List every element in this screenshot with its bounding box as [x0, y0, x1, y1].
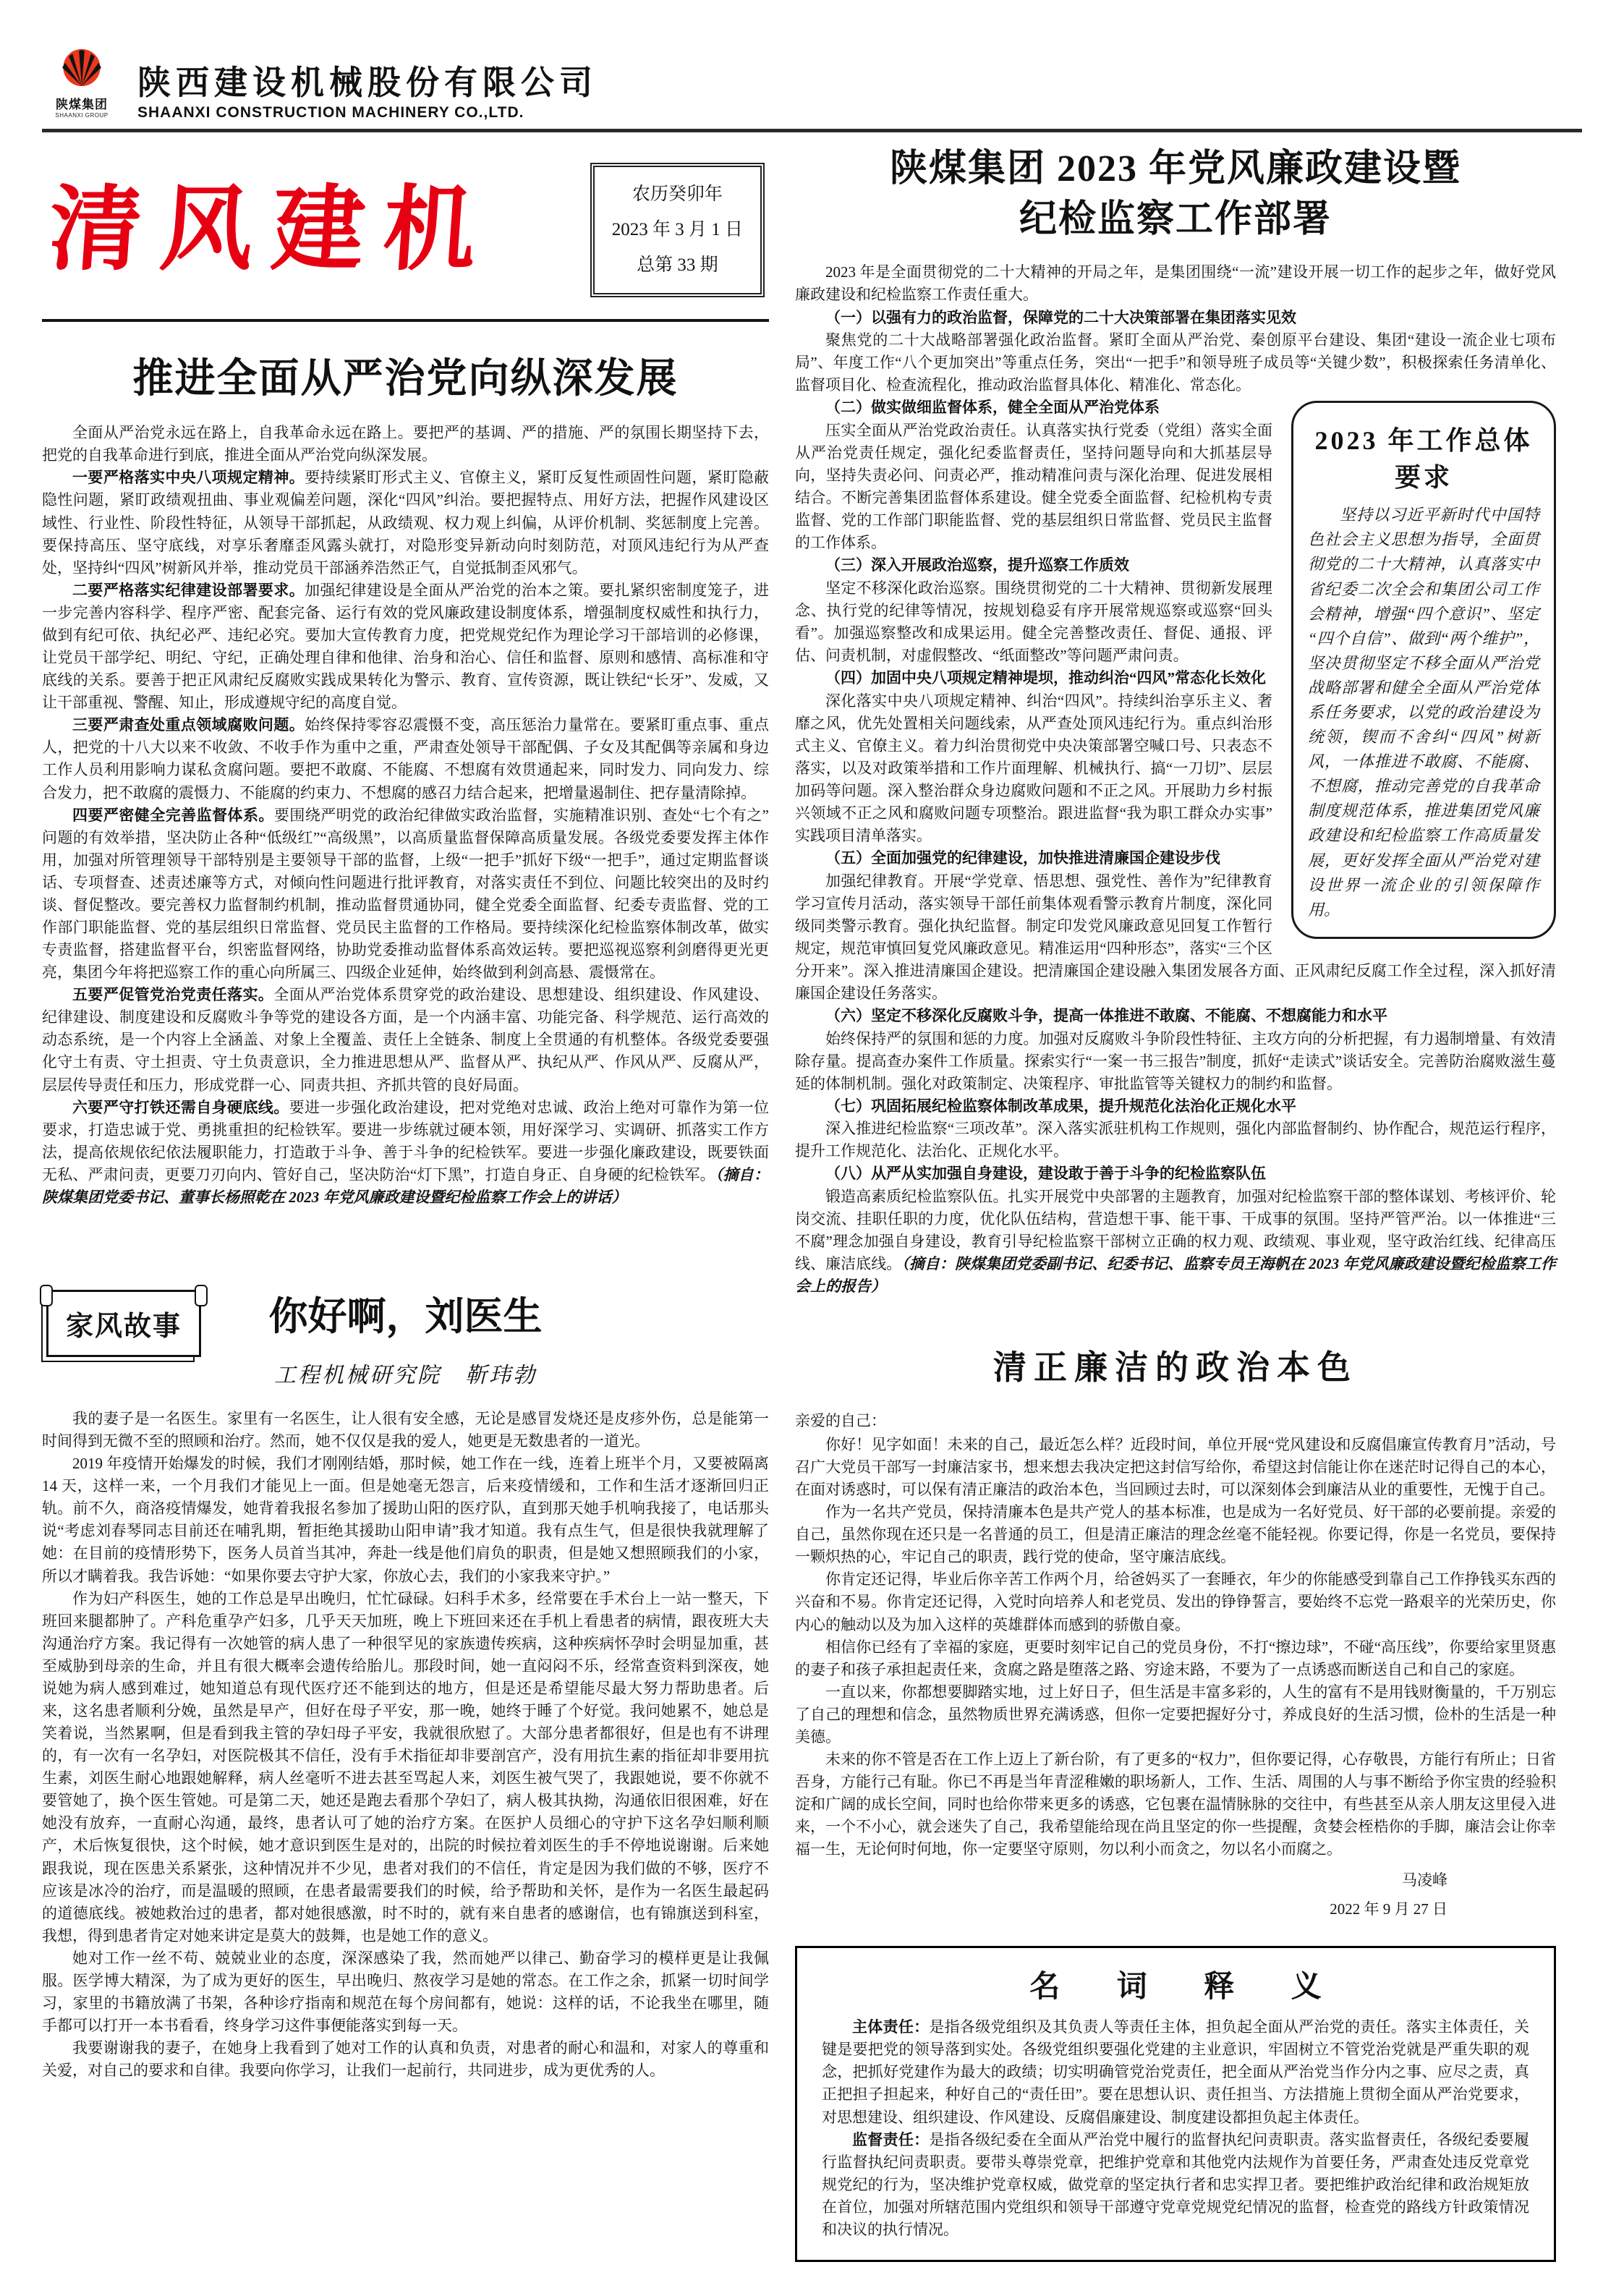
paragraph: 聚焦党的二十大战略部署强化政治监督。紧盯全面从严治党、秦创原平台建设、集团“建设一流企业七项布局”、年度工作“八个更加突出”等重点任务，突出“一把手”和领导班子成员等“关键少数”，积极探索任务清单化、监督项目化、检查流程化，推动政治监督具体化、精准化、常态化。	[795, 331, 1556, 394]
paragraph-lead: 三要严肃查处重点领域腐败问题。	[72, 716, 305, 734]
paragraph-lead: 二要严格落实纪律建设部署要求。	[72, 581, 305, 599]
paragraph-lead: 五要严促管党治党责任落实。	[72, 986, 274, 1004]
letter-signature	[795, 1866, 1556, 1924]
paragraph: 加强纪律教育。开展“学党章、悟思想、强党性、善作为”纪律教育学习宣传月活动，落实领导干部任前集体观看警示教育片制度，深化同级同类警示教育。强化执纪监督。制定印发党风廉政意见回复工作暂行规定，规范审慎回复党风廉政意见。精准运用“四种形态”，落实“三个区分开来”。深入推进清廉国企建设。把清廉国企建设融入集团发展各方面、正风肃纪反腐工作全过程，深入抓好清廉国企建设任务落实。	[795, 872, 1556, 1002]
issue-box	[590, 163, 765, 297]
paragraph: 她对工作一丝不苟、兢兢业业的态度，深深感染了我，然而她严以律己、勤奋学习的模样更是让我佩服。医学博大精深，为了成为更好的医生，早出晚归、熬夜学习是她的常态。在工作之余，抓紧一切时间学习，家里的书籍放满了书架，各种诊疗指南和规范在每个房间都有，她说：这样的话，不论我坐在哪里，随手都可以打开一本书看看，终身学习这件事便能落实到每一天。	[42, 1949, 769, 2035]
company-logo	[42, 46, 122, 119]
paragraph-text: 要进一步强化政治建设，把对党绝对忠诚、政治上绝对可靠作为第一位要求，打造忠诚于党、勇挑重担的纪检铁军。要进一步练就过硬本领，用好深学习、实调研、抓落实工作方法，提高依规依纪依法履职能力，打造敢于斗争、善于斗争的纪检铁军。要进一步强化廉政建设，既要铁面无私、严肃问责，更要刀刃向内、管好自己，坚决防治“灯下黑”，打造自身正、自身硬的纪检铁军。	[42, 1098, 770, 1183]
shaanxi-coal-logo-icon	[59, 46, 105, 93]
paragraph: 一直以来，你都想要脚踏实地，过上好日子，但生活是丰富多彩的，人生的富有不是用钱财衡量的，千万别忘了自己的理想和信念，虽然物质世界充满诱惑，但你一定要把握好分寸，养成良好的生活习惯，俭朴的生活是一种美德。	[795, 1683, 1556, 1746]
section-heading: （三）深入开展政治巡察，提升巡察工作质效	[825, 556, 1129, 574]
article-attribution: （摘自：陕煤集团党委书记、董事长杨照乾在 2023 年党风廉政建设暨纪检监察工作会上的讲话）	[42, 1165, 770, 1206]
paragraph: 深入推进纪检监察“三项改革”。深入落实派驻机构工作规则，强化内部监督制约、协作配合，规范运行程序，提升工作规范化、法治化、正规化水平。	[795, 1120, 1556, 1160]
section-heading: （一）以强有力的政治监督，保障党的二十大决策部署在集团落实见效	[825, 308, 1296, 326]
glossary-term: 监督责任：	[852, 2130, 930, 2148]
paragraph-lead: 四要严密健全完善监督体系。	[72, 806, 274, 824]
article-title: 推进全面从严治党向纵深发展	[132, 357, 679, 402]
paragraph-text: 全面从严治党体系贯穿党的政治建设、思想建设、组织建设、作风建设、纪律建设、制度建设和反腐败斗争等党的建设各方面，是一个内涵丰富、功能完备、科学规范、运行高效的动态系统，是一个内容上全涵盖、对象上全覆盖、责任上全链条、制度上全贯通的有机整体。各级党委要强化守土有责、守土担责、守土负责意识，全力推进思想从严、监督从严、执纪从严、作风从严、反腐从严，层层传导责任和压力，形成党群一心、同责共担、齐抓共管的良好局面。	[42, 986, 770, 1094]
article-party-discipline	[42, 346, 769, 1209]
article-title-line2: 纪检监察工作部署	[1019, 199, 1332, 241]
issue-number: 总第 33 期	[637, 255, 718, 275]
article-title: 清正廉洁的政治本色	[993, 1349, 1358, 1387]
article-family-story	[42, 1278, 769, 2082]
glossary-entry	[822, 2016, 1529, 2128]
article-attribution: （摘自：陕煤集团党委副书记、纪委书记、监察专员王海帆在 2023 年党风廉政建设暨纪检监察工作会上的报告）	[795, 1255, 1557, 1296]
overall-requirements-box	[1291, 401, 1556, 939]
paragraph: 相信你已经有了幸福的家庭，更要时刻牢记自己的党员身份，不打“擦边球”，不碰“高压线”，你要给家里贤惠的妻子和孩子承担起责任来，贪腐之路是堕落之路、穷途末路，不要为了一点诱惑而断送自己和自己的家庭。	[795, 1638, 1556, 1678]
letter-salutation: 亲爱的自己：	[795, 1412, 886, 1430]
paragraph	[42, 579, 769, 714]
paragraph-lead: 六要严守打铁还需自身硬底线。	[72, 1098, 289, 1116]
paragraph: 我要谢谢我的妻子，在她身上我看到了她对工作的认真和负责，对患者的耐心和温和，对家人的尊重和关爱，对自己的要求和自律。我要向你学习，让我们一起前行，共同进步，成为更优秀的人。	[42, 2039, 769, 2080]
logo-caption-cn: 陕煤集团	[56, 98, 108, 111]
paragraph: 2023 年是全面贯彻党的二十大精神的开局之年，是集团围绕“一流”建设开展一切工作的起步之年，做好党风廉政建设和纪检监察工作责任重大。	[795, 263, 1556, 304]
masthead-title: 清风建机	[46, 179, 498, 282]
glossary-title: 名 词 释 义	[1029, 1970, 1346, 2004]
paragraph: 作为妇产科医生，她的工作总是早出晚归，忙忙碌碌。妇科手术多，经常要在手术台上一站一整天，下班回来腿都肿了。产科危重孕产妇多，几乎天天加班，晚上下班回来还在手机上看患者的病情，跟夜班大夫沟通治疗方案。我记得有一次她管的病人患了一种很罕见的家族遗传疾病，这种疾病怀孕时会明显加重，甚至威胁到母亲的生命，并且有很大概率会遗传给胎儿。那段时间，她一直闷闷不乐，经常查资料到深夜，她说她为病人感到难过，她知道总有现代医疗还不能到达的地方，但是还是希望能尽最大努力帮助患者。后来，这名患者顺利分娩，虽然是早产，但好在母子平安，那一晚，她终于睡了个好觉。我问她累不，她总是笑着说，当然累啊，但是看到我主管的孕妇母子平安，我就很欣慰了。大部分患者都很好，但是也有不讲理的，有一次有一名孕妇，对医院极其不信任，没有手术指征却非要剖宫产，没有用抗生素的指征却非要用抗生素，刘医生耐心地跟她解释，病人丝毫听不进去甚至骂起人来，刘医生被气哭了，我跟她说，要不你就不要管她了，换个医生管她。可是第二天，她还是跑去看那个孕妇了，病人极其执拗，沟通依旧很困难，好在她没有放弃，一直耐心沟通，最终，患者认可了她的治疗方案。在医护人员细心的守护下这名孕妇顺利顺产，术后恢复很快，这个时候，她才意识到医生是对的，出院的时候拉着刘医生的手不停地说谢谢。后来她跟我说，现在医患关系紧张，这种情况并不少见，患者对我们的不信任，肯定是因为我们做的不够，医疗不应该是冰冷的治疗，而是温暖的照顾，在患者最需要我们的时候，给予帮助和关怀，是作为一名医生最起码的道德底线。被她救治过的患者，都对她很感激，时不时的，就有来自患者的感谢信，也有锦旗送到科室，我想，得到患者肯定对她来讲定是莫大的鼓舞，也是她工作的意义。	[42, 1589, 769, 1944]
paragraph: 2019 年疫情开始爆发的时候，我们才刚刚结婚，那时候，她工作在一线，连着上班半个月，又要被隔离 14 天，这样一来，一个月我们才能见上一面。但是她毫无怨言，后来疫情缓和，工作和生活才逐渐回归正轨。前不久，商洛疫情爆发，她背着我报名参加了援助山阳的医疗队，直到那天她手机响我接了，电话那头说“考虑刘春琴同志目前还在哺乳期，暂拒绝其援助山阳申请”我才知道。我有点生气，但是很快我就理解了她：在目前的疫情形势下，医务人员首当其冲，奔赴一线是他们肩负的职责，但是她又想照顾我们的小家，所以才瞒着我。我告诉她：“如果你要去守护大家，你放心去，我们的小家我来守护。”	[42, 1455, 769, 1585]
signature-name: 马凌峰	[1402, 1871, 1447, 1889]
glossary-definition: 是指各级党组织及其负责人等责任主体，担负起全面从严治党的责任。落实主体责任，关键是要把党的领导落到实处。各级党组织要强化党建的主业意识，牢固树立不管党治党就是严重失职的观念，把抓好党建作为最大的政绩；切实明确管党治党责任，把全面从严治党当作分内之事、应尽之责，真正把担子担起来，种好自己的“责任田”。要在思想认识、责任担当、方法措施上贯彻全面从严治党要求，对思想建设、组织建设、作风建设、反腐倡廉建设、制度建设都担负起主体责任。	[822, 2018, 1530, 2126]
glossary-box	[795, 1946, 1556, 2262]
scroll-banner	[46, 1290, 201, 1357]
glossary-term: 主体责任：	[852, 2018, 930, 2036]
requirements-box-body: 坚持以习近平新时代中国特色社会主义思想为指导，全面贯彻党的二十大精神，认真落实中省纪委二次全会和集团公司工作会精神，增强“四个意识”、坚定“四个自信”、做到“两个维护”，坚决贯彻坚定不移全面从严治党战略部署和健全全面从严治党体系任务要求，以党的政治建设为统领，锲而不舍纠“四风”树新风，一体推进不敢腐、不能腐、不想腐，推动完善党的自我革命制度规范体系，推进集团党风廉政建设和纪检监察工作高质量发展，更好发挥全面从严治党对建设世界一流企业的引领保障作用。	[1308, 506, 1539, 919]
issue-lunar-date: 农历癸卯年	[632, 184, 723, 204]
section-heading: （四）加固中央八项规定精神堤坝，推动纠治“四风”常态化长效化	[825, 669, 1266, 687]
paragraph: 你好！见字如面！未来的自己，最近怎么样？近段时间，单位开展“党风建设和反腐倡廉宣传教育月”活动，号召广大党员干部写一封廉洁家书，想来想去我决定把这封信写给你，希望这封信能让你在迷茫时记得自己的本心，在面对诱惑时，可以保有清正廉洁的政治本色，当回顾过去时，可以深刻体会到廉洁从业的重要性，无愧于自己。	[795, 1435, 1556, 1499]
paragraph	[42, 804, 769, 985]
issue-date: 2023 年 3 月 1 日	[611, 219, 743, 239]
glossary-entry	[822, 2129, 1529, 2241]
paragraph: 我的妻子是一名医生。家里有一名医生，让人很有安全感，无论是感冒发烧还是皮疹外伤，总是能第一时间得到无微不至的照顾和治疗。然而，她不仅仅是我的爱人，她更是无数患者的一道光。	[42, 1409, 769, 1450]
signature-date: 2022 年 9 月 27 日	[1330, 1900, 1447, 1918]
paragraph: 作为一名共产党员，保持清廉本色是共产党人的基本标准，也是成为一名好党员、好干部的必要前提。亲爱的自己，虽然你现在还只是一名普通的员工，但是清正廉洁的理念丝毫不能轻视。你要记得，你是一名党员，要保持一颗炽热的心，牢记自己的职责，践行党的使命，坚守廉洁底线。	[795, 1503, 1556, 1566]
paragraph: 坚定不移深化政治巡察。围绕贯彻党的二十大精神、贯彻新发展理念、执行党的纪律等情况，按规划稳妥有序开展常规巡察或巡察“回头看”。加强巡察整改和成果运用。健全完善整改责任、督促、通报、评估、问责机制，对虚假整改、“纸面整改”等问题严肃问责。	[795, 579, 1272, 664]
article-title-line1: 陕煤集团 2023 年党风廉政建设暨	[889, 148, 1461, 190]
article-work-deployment	[795, 144, 1556, 1298]
paragraph-lead: 一要严格落实中央八项规定精神。	[72, 469, 305, 487]
paragraph-text: 加强纪律建设是全面从严治党的治本之策。要扎紧织密制度笼子，进一步完善内容科学、程序严密、配套完备、运行有效的党风廉政建设制度体系，增强制度权威性和执行力，做到有纪可依、执纪必严、违纪必究。要加大宣传教育力度，把党规党纪作为理论学习干部培训的必修课，让党员干部学纪、明纪、守纪，正确处理自律和他律、治身和治心、信任和监督、原则和感情、高标准和守底线的关系。要善于把正风肃纪反腐败实践成果转化为警示、教育、宣传资源，既让铁纪“长牙”、发威，又让干部重视、警醒、知止，形成遵规守纪的高度自觉。	[42, 581, 770, 712]
company-names	[137, 46, 598, 122]
family-story-header	[42, 1278, 769, 1389]
section-heading: （五）全面加强党的纪律建设，加快推进清廉国企建设步伐	[825, 849, 1220, 867]
section-heading: （二）做实做细监督体系，健全全面从严治党体系	[825, 399, 1160, 417]
main-columns	[42, 137, 1582, 2262]
section-heading: （六）坚定不移深化反腐败斗争，提高一体推进不敢腐、不能腐、不想腐能力和水平	[825, 1007, 1387, 1025]
article-integrity-letter	[795, 1341, 1556, 1924]
paragraph	[42, 1097, 769, 1209]
company-name-en: SHAANXI CONSTRUCTION MACHINERY CO.,LTD.	[137, 104, 524, 121]
paragraph-text: 全面从严治党永远在路上，自我革命永远在路上。要把严的基调、严的措施、严的氛围长期坚持下去，把党的自我革命进行到底，推进全面从严治党向纵深发展。	[42, 424, 769, 464]
page-header	[42, 46, 1582, 132]
paragraph: 深化落实中央八项规定精神、纠治“四风”。持续纠治享乐主义、奢靡之风，优先处置相关问题线索，从严查处顶风违纪行为。重点纠治形式主义、官僚主义。着力纠治贯彻党中央决策部署空喊口号、只表态不落实，以及对政策举措和工作片面理解、机械执行、搞“一刀切”、层层加码等问题。深入整治群众身边腐败问题和不正之风。开展助力乡村振兴领域不正之风和腐败问题专项整治。跟进监督“我为职工群众办实事”实践项目清单落实。	[795, 692, 1272, 845]
paragraph	[42, 714, 769, 804]
paragraph: 你肯定还记得，毕业后你辛苦工作两个月，给爸妈买了一套睡衣，年少的你能感受到靠自己工作挣钱买东西的兴奋和不易。你肯定还记得，入党时向培养人和老党员、发出的铮铮誓言，要始终不忘党一路艰辛的光荣历史，你内心的触动以及为加入这样的英雄群体而感到的骄傲自豪。	[795, 1570, 1556, 1633]
paragraph-text: 要持续紧盯形式主义、官僚主义，紧盯反复性顽固性问题，紧盯隐蔽隐性问题，紧盯政绩观扭曲、事业观偏差问题，深化“四风”纠治。要把握特点、用好方法，把握作风建设区域性、行业性、阶段性特征，从领导干部抓起，从政绩观、权力观上纠偏，从评价机制、奖惩制度上完善。要保持高压、坚守底线，对享乐奢靡歪风露头就打，对隐形变异新动向时刻防范，对顶风违纪行为从严查处，坚持纠“四风”树新风并举，推动党员干部涵养浩然正气，自觉抵制歪风邪气。	[42, 469, 770, 577]
paragraph: 始终保持严的氛围和惩的力度。加强对反腐败斗争阶段性特征、主攻方向的分析把握，有力遏制增量、有效清除存量。提高查办案件工作质量。探索实行“一案一书三报告”制度，抓好“走读式”谈话安全。完善防治腐败滋生蔓延的体制机制。强化对政策制定、决策程序、审批监管等关键权力的制约和监督。	[795, 1029, 1556, 1092]
paragraph-text: 锻造高素质纪检监察队伍。扎实开展党中央部署的主题教育，加强对纪检监察干部的整体谋划、考核评价、轮岗交流、挂职任职的力度，优化队伍结构，营造想干事、能干事、干成事的氛围。坚持严管严治。以一体推进“三不腐”理念加强自身建设，教育引导纪检监察干部树立正确的权力观、政绩观、事业观，坚守政治红线、纪律高压线、廉洁底线。	[795, 1187, 1556, 1273]
right-column	[795, 137, 1556, 2262]
paragraph-text: 始终保持零容忍震慑不变，高压惩治力量常在。要紧盯重点事、重点人，把党的十八大以来不收敛、不收手作为重中之重，严肃查处领导干部配偶、子女及其配偶等亲属和身边工作人员利用影响力谋私贪腐问题。要把不敢腐、不能腐、不想腐有效贯通起来，同时发力、同向发力、综合发力，把不敢腐的震慑力、不能腐的约束力、不想腐的感召力结合起来，把增量遏制住、把存量清除掉。	[42, 716, 770, 802]
paragraph	[42, 422, 769, 467]
article-byline: 工程机械研究院 靳玮勃	[274, 1363, 537, 1387]
left-column	[42, 137, 769, 2262]
article-title: 你好啊，刘医生	[268, 1294, 543, 1338]
paragraph	[42, 984, 769, 1096]
paragraph-text: 要围绕严明党的政治纪律做实政治监督，实施精准识别、查处“七个有之”问题的有效举措，坚决防止各种“低级红”“高级黑”，以高质量监督保障高质量发展。各级党委要发挥主体作用，加强对所管理领导干部特别是主要领导干部的监督，上级“一把手”抓好下级“一把手”，通过定期监督谈话、专项督查、述责述廉等方式，对倾向性问题进行批评教育，对落实责任不到位、问题比较突出的及时约谈、督促整改。要完善权力监督制约机制，推动监督贯通协同，健全党委全面监督、纪委专责监督、党的工作部门职能监督、党的基层组织日常监督、党员民主监督的工作格局。要持续深化纪检监察体制改革，做实专责监督，搭建监督平台，织密监督网络，协助党委推动监督体系高效运转。要把巡视巡察利剑磨得更光更亮，集团今年将把巡察工作的重心向所属三、四级企业延伸，始终做到利剑高悬、震慑常在。	[42, 806, 770, 982]
paragraph	[42, 467, 769, 579]
requirements-box-title: 2023 年工作总体要求	[1314, 426, 1533, 493]
logo-caption-en: SHAANXI GROUP	[55, 112, 109, 119]
paragraph	[795, 1186, 1556, 1298]
section-heading: （七）巩固拓展纪检监察体制改革成果，提升规范化法治化正规化水平	[825, 1097, 1296, 1115]
glossary-definition: 是指各级纪委在全面从严治党中履行的监督执纪问责职责。落实监督责任，各级纪委要履行监督执纪问责职责。要带头尊崇党章，把维护党章和其他党内法规作为首要任务，严肃查处违反党章党规党纪的行为，坚决维护党章权威，做党章的坚定执行者和忠实捍卫者。要把维护政治纪律和政治规矩放在首位，加强对所辖范围内党组织和领导干部遵守党章党规党纪情况的监督，检查党的路线方针政策情况和决议的执行情况。	[822, 2130, 1530, 2238]
paragraph: 未来的你不管是否在工作上迈上了新台阶，有了更多的“权力”，但你要记得，心存敬畏，方能行有所止；日省吾身，方能行己有耻。你已不再是当年青涩稚嫩的职场新人，工作、生活、周围的人与事不断给予你宝贵的经验积淀和广阔的成长空间，同时也给你带来更多的诱惑，它包裹在温情脉脉的交往中，有些甚至从亲人朋友这里侵入进来，一个不小心，就会迷失了自己，我希望能给现在尚且坚定的你一些提醒，贪婪会桎梏你的手脚，廉洁会让你幸福一生，无论何时何地，你一定要坚守原则，勿以利小而贪之，勿以名小而腐之。	[795, 1751, 1556, 1858]
paragraph: 压实全面从严治党政治责任。认真落实执行党委（党组）落实全面从严治党责任规定，强化纪委监督责任，坚持问题导向和大抓基层导向，坚持失责必问、问责必严，推动精准问责与深化治理、促进发展相结合。不断完善集团监督体系建设。健全党委全面监督、纪检机构专责监督、党的工作部门职能监督、党的基层组织日常监督、党员民主监督的工作体系。	[795, 421, 1272, 552]
column-tag-label: 家风故事	[65, 1311, 182, 1342]
masthead	[42, 137, 769, 322]
section-heading: （八）从严从实加强自身建设，建设敢于善于斗争的纪检监察队伍	[825, 1165, 1266, 1183]
company-name-cn: 陕西建设机械股份有限公司	[137, 64, 598, 101]
